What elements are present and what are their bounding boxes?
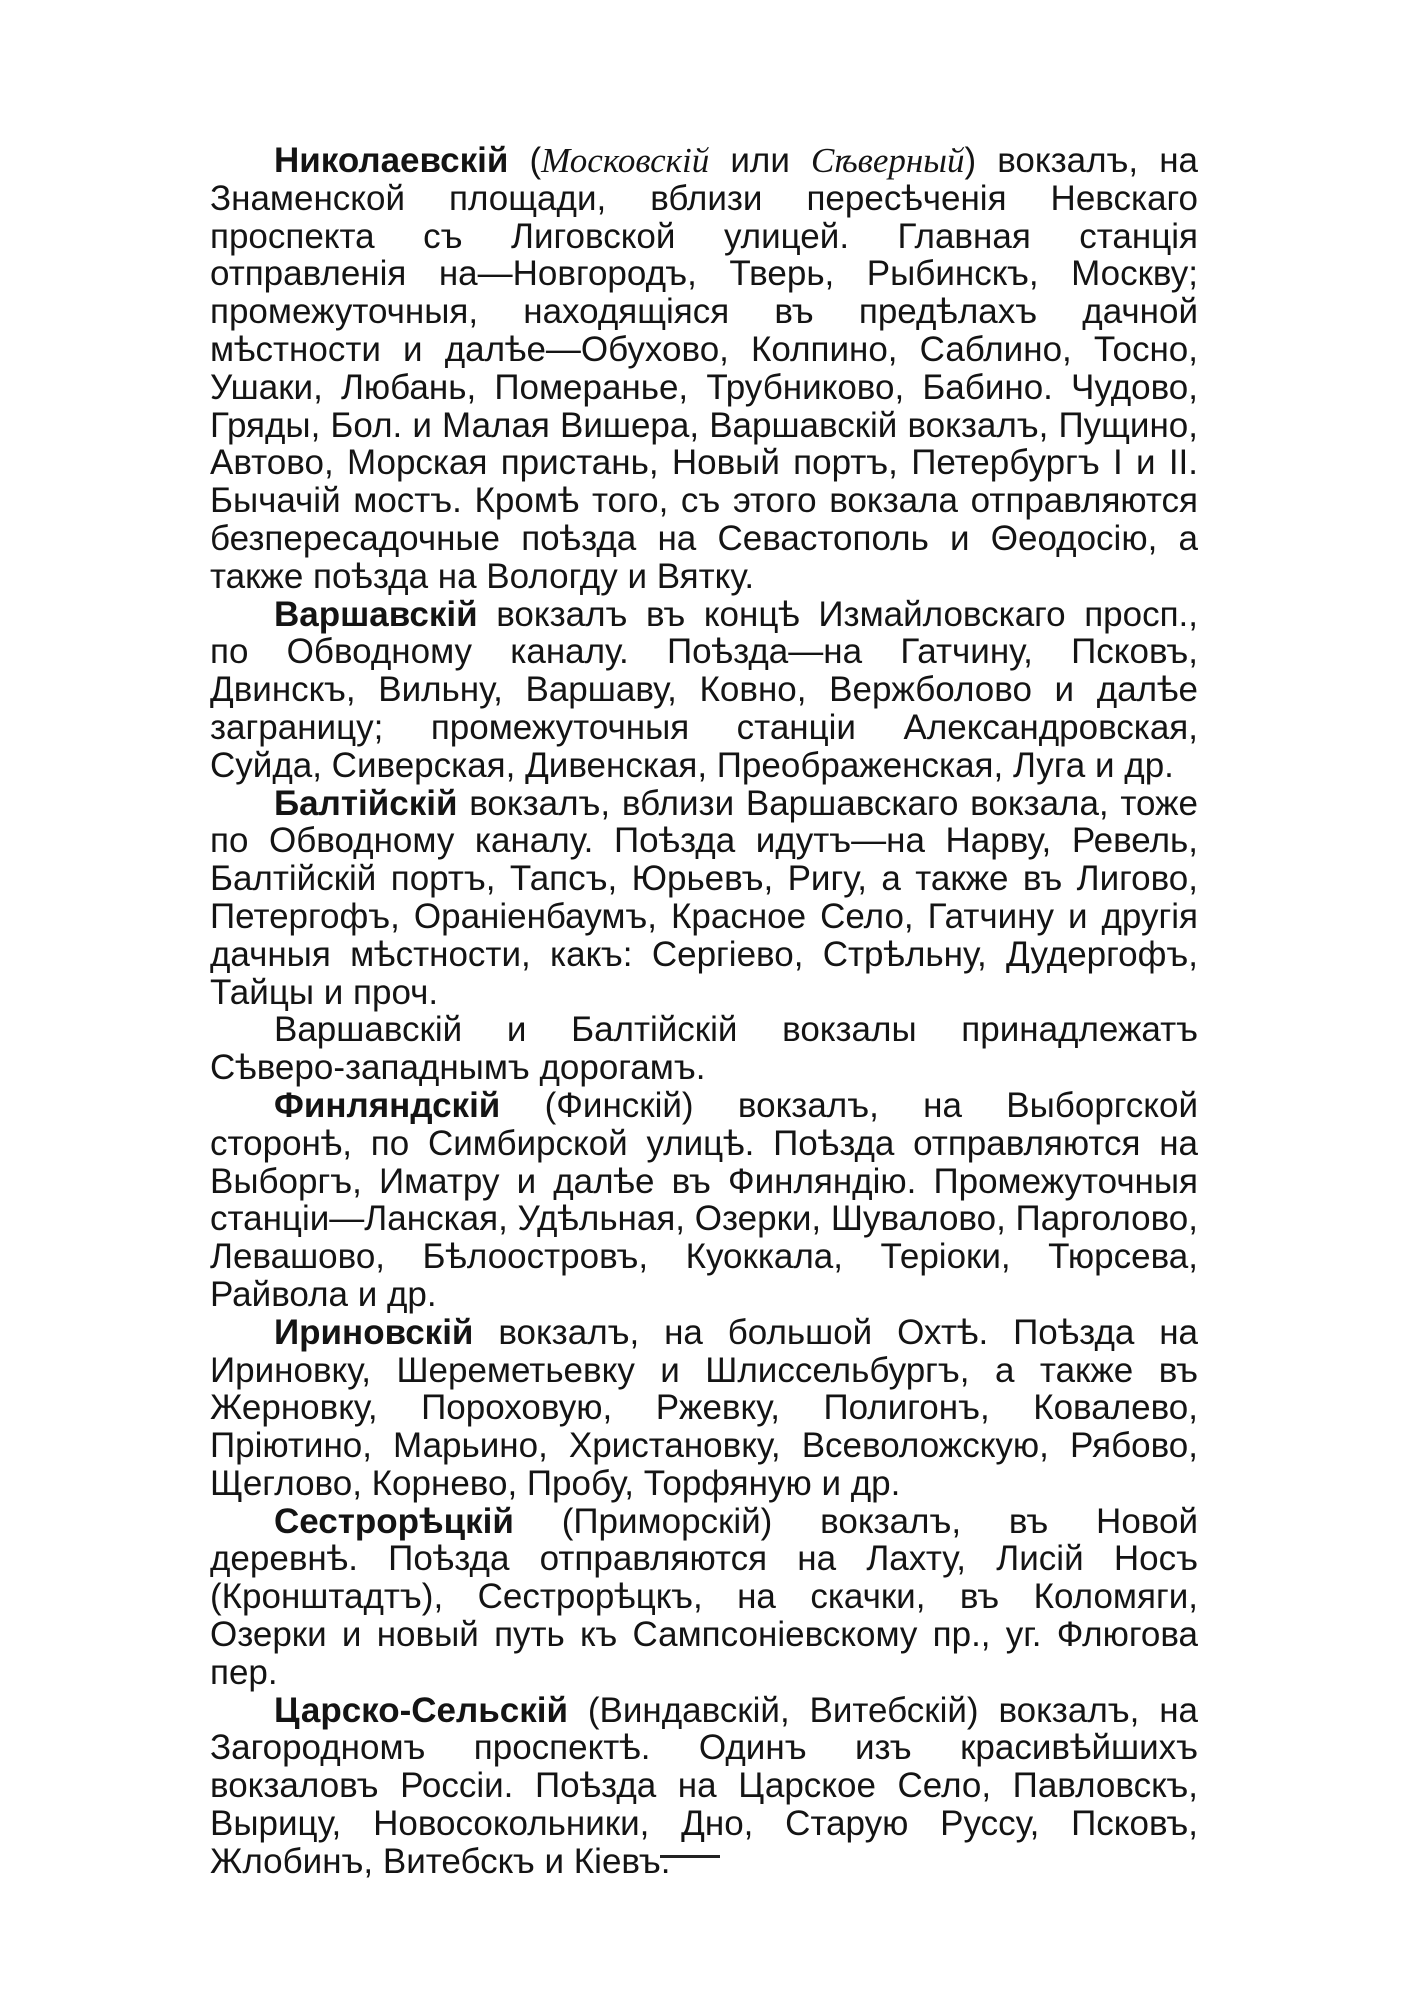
station-description: вокзалъ въ концѣ Измайловскаго просп., по Обводному каналу. Поѣзда—на Гатчину, Псковъ, Двинскъ, Вильну, Варшаву, Ковно, Вержболово и далѣе заграницу; промежуточныя станціи Александровская, Суйда, Сиверская, Дивенская, Преображенская, Луга и др.: [210, 594, 1198, 785]
paragraph-northwest-note: [210, 1011, 1198, 1087]
station-name: Сестрорѣцкій: [274, 1501, 514, 1541]
station-name: Царско-Сельскій: [274, 1690, 568, 1730]
paragraph-baltiysky: [210, 785, 1198, 1012]
end-divider: [660, 1855, 720, 1858]
aside-north: Сѣверный: [810, 141, 965, 180]
aside-close: ): [964, 141, 977, 180]
aside-or: или: [709, 141, 811, 180]
paragraph-irinovsky: [210, 1314, 1198, 1503]
station-description: вокзалъ, вблизи Варшавскаго вокзала, тоже по Обводному каналу. Поѣзда идутъ—на Нарву, Ревель, Балтійскій портъ, Тапсъ, Юрьевъ, Ригу, а также въ Лигово, Петергофъ, Ораніенбаумъ, Красное Село, Гатчину и другія дачныя мѣстности, какъ: Сергіево, Стрѣльну, Дудергофъ, Тайцы и проч.: [210, 783, 1198, 1012]
station-name: Николаевскій: [274, 141, 509, 180]
station-description: (Финскій) вокзалъ, на Выборгской сторонѣ, по Симбирской улицѣ. Поѣзда отправляются на Выборгъ, Иматру и далѣе въ Финляндію. Промежуточныя станціи—Ланская, Удѣльная, Озерки, Шувалово, Парголово, Левашово, Бѣлоостровъ, Куоккала, Теріоки, Тюрсева, Райвола и др.: [210, 1085, 1198, 1314]
station-description: (Приморскій) вокзалъ, въ Новой деревнѣ. Поѣзда отправляются на Лахту, Лисій Носъ (Кронштадтъ), Сестрорѣцкъ, на скачки, въ Коломяги, Озерки и новый путь къ Сампсоніевскому пр., уг. Флюгова пер.: [210, 1501, 1198, 1692]
paragraph-nikolaevsky: [210, 142, 1198, 596]
station-name: Балтійскій: [274, 783, 458, 823]
paragraph-tsarskoselsky: [210, 1692, 1198, 1881]
station-description: вокзалъ, на большой Охтѣ. Поѣзда на Ириновку, Шереметьевку и Шлиссельбургъ, а также въ Жерновку, Пороховую, Ржевку, Полигонъ, Ковалево, Пріютино, Марьино, Христановку, Всеволожскую, Рябово, Щеглово, Корнево, Пробу, Торфяную и др.: [210, 1312, 1198, 1503]
note-text: Варшавскій и Балтійскій вокзалы принадлежатъ Сѣверо-западнымъ дорогамъ.: [210, 1010, 1198, 1088]
aside-moscow: Московскій: [541, 141, 710, 180]
paragraph-varshavsky: [210, 596, 1198, 785]
aside-open: (: [508, 141, 542, 180]
station-name: Варшавскій: [274, 594, 478, 634]
paragraph-finlyandsky: [210, 1087, 1198, 1314]
station-list: [210, 142, 1198, 1881]
station-description: вокзалъ, на Знаменской площади, вблизи пересѣченія Невскаго проспекта съ Лиговской улицей. Главная станція отправленія на—Новгородъ, Тверь, Рыбинскъ, Москву; промежуточныя, находящіяся въ предѣлахъ дачной мѣстности и далѣе—Обухово, Колпино, Саблино, Тосно, Ушаки, Любань, Померанье, Трубниково, Бабино. Чудово, Гряды, Бол. и Малая Вишера, Варшавскій вокзалъ, Пущино, Автово, Морская пристань, Новый портъ, Петербургъ I и II. Бычачій мостъ. Кромѣ того, съ этого вокзала отправляются безпересадочные поѣзда на Севастополь и Θеодосію, а также поѣзда на Вологду и Вятку.: [210, 141, 1198, 596]
station-name: Финляндскій: [274, 1085, 501, 1125]
station-description: (Виндавскій, Витебскій) вокзалъ, на Загородномъ проспектѣ. Одинъ изъ красивѣйшихъ вокзаловъ Россіи. Поѣзда на Царское Село, Павловскъ, Вырицу, Новосокольники, Дно, Старую Руссу, Псковъ, Жлобинъ, Витебскъ и Кіевъ.: [210, 1690, 1198, 1881]
paragraph-sestroretsky: [210, 1503, 1198, 1692]
station-name: Ириновскій: [274, 1312, 474, 1352]
